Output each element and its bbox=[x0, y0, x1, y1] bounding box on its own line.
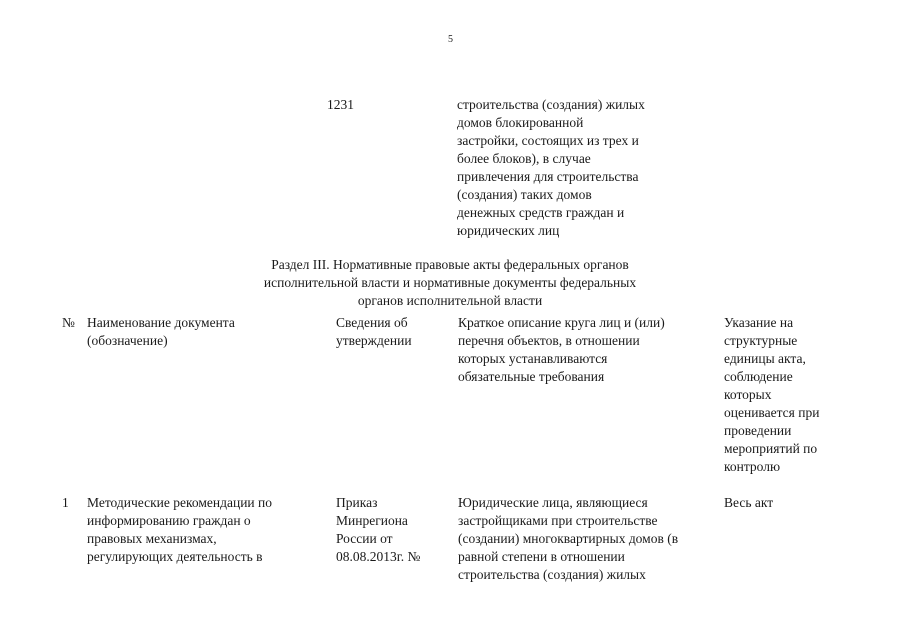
cell-line: России от bbox=[336, 531, 393, 546]
text-line: привлечения для строительства bbox=[457, 169, 639, 184]
header-line: оценивается при bbox=[724, 405, 820, 420]
header-line: Указание на bbox=[724, 315, 794, 330]
heading-line: Раздел III. Нормативные правовые акты федеральных органов bbox=[271, 257, 629, 272]
header-unit bbox=[724, 314, 819, 476]
cell-line: Минрегиона bbox=[336, 513, 408, 528]
cell-line: застройщиками при строительстве bbox=[458, 513, 658, 528]
page-number: 5 bbox=[448, 34, 453, 45]
header-line: структурные bbox=[724, 333, 798, 348]
section-heading bbox=[200, 256, 700, 310]
header-line: утверждении bbox=[336, 333, 412, 348]
cell-line: (создании) многоквартирных домов (в bbox=[458, 531, 679, 546]
heading-line: органов исполнительной власти bbox=[357, 293, 543, 308]
header-line: соблюдение bbox=[724, 369, 793, 384]
header-line: мероприятий по bbox=[724, 441, 818, 456]
text-line: строительства (создания) жилых bbox=[457, 97, 645, 112]
header-line: которых bbox=[724, 387, 772, 402]
text-line: домов блокированной bbox=[457, 115, 584, 130]
cell-line: регулирующих деятельность в bbox=[87, 549, 263, 564]
header-approval bbox=[336, 314, 412, 350]
cell-approval bbox=[336, 494, 420, 566]
cell-line: правовых механизмах, bbox=[87, 531, 217, 546]
cell-num bbox=[62, 494, 69, 512]
text-line: юридических лиц bbox=[457, 223, 560, 238]
text-line: застройки, состоящих из трех и bbox=[457, 133, 639, 148]
cell-line: Методические рекомендации по bbox=[87, 495, 273, 510]
cell-line: Приказ bbox=[336, 495, 378, 510]
header-num bbox=[62, 314, 75, 332]
cell-description bbox=[458, 494, 678, 584]
cell-line: 1 bbox=[62, 495, 69, 510]
header-line: перечня объектов, в отношении bbox=[458, 333, 640, 348]
header-line: (обозначение) bbox=[87, 333, 168, 348]
header-description bbox=[458, 314, 665, 386]
cell-line: равной степени в отношении bbox=[458, 549, 625, 564]
cell-line: строительства (создания) жилых bbox=[458, 567, 646, 582]
header-line: которых устанавливаются bbox=[458, 351, 608, 366]
cell-line: информированию граждан о bbox=[87, 513, 251, 528]
table-header-row bbox=[0, 314, 905, 474]
header-line: Наименование документа bbox=[87, 315, 235, 330]
header-line: проведении bbox=[724, 423, 792, 438]
cell-line: 08.08.2013г. № bbox=[336, 549, 421, 564]
cell-unit bbox=[724, 494, 773, 512]
header-line: № bbox=[62, 315, 75, 330]
table-row bbox=[0, 494, 905, 594]
header-name bbox=[87, 314, 235, 350]
cell-line: Весь акт bbox=[724, 495, 774, 510]
text-line: более блоков), в случае bbox=[457, 151, 591, 166]
header-line: Краткое описание круга лиц и (или) bbox=[458, 315, 665, 330]
header-line: Сведения об bbox=[336, 315, 408, 330]
header-line: контролю bbox=[724, 459, 781, 474]
cell-name bbox=[87, 494, 272, 566]
heading-line: исполнительной власти и нормативные документы федеральных bbox=[263, 275, 637, 290]
header-line: единицы акта, bbox=[724, 351, 806, 366]
cell-line: Юридические лица, являющиеся bbox=[458, 495, 648, 510]
continued-row-text bbox=[457, 96, 687, 240]
header-line: обязательные требования bbox=[458, 369, 605, 384]
continued-row-number: 1231 bbox=[327, 97, 354, 112]
text-line: (создания) таких домов bbox=[457, 187, 592, 202]
text-line: денежных средств граждан и bbox=[457, 205, 625, 220]
